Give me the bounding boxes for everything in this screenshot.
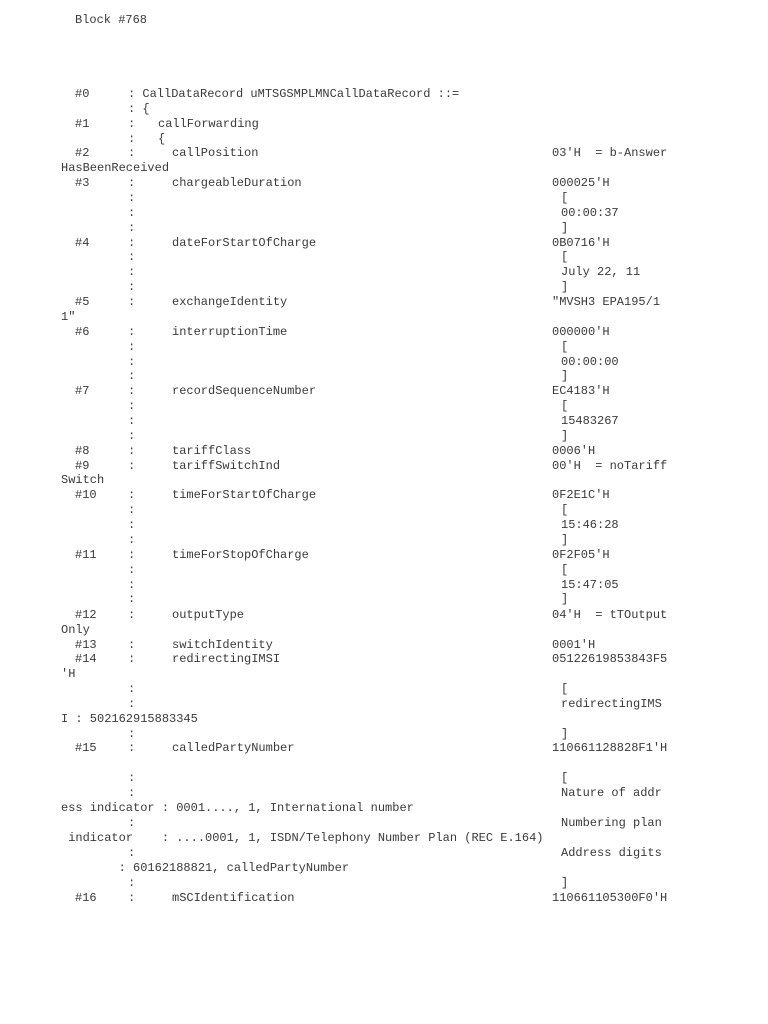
field-number: #2 [75,146,90,160]
field-separator: : [128,891,136,905]
field-number: #7 [75,384,90,398]
field-separator: : { [128,102,150,116]
field-number: #9 [75,459,90,473]
record-line [0,250,768,265]
field-value: ] [561,727,569,741]
field-name: outputType [172,608,245,622]
field-separator: : [128,206,136,220]
field-separator: : [128,191,136,205]
field-value: 000025'H [552,176,610,190]
record-line [0,518,768,533]
record-line [0,578,768,593]
field-separator: : [128,355,136,369]
field-separator: : [128,608,136,622]
field-name: timeForStartOfCharge [172,488,317,502]
record-line [0,429,768,444]
wrapped-continuation: ess indicator : 0001...., 1, International number [61,801,414,815]
record-line [0,548,768,563]
field-separator: : [128,132,136,146]
field-separator: : [128,459,136,473]
record-line [0,87,768,102]
field-separator: : [128,176,136,190]
record-line [0,697,768,712]
field-separator: : [128,488,136,502]
record-line [0,592,768,607]
field-separator: : [128,399,136,413]
record-line [0,727,768,742]
record-line [0,891,768,906]
field-value: ] [561,429,569,443]
field-value: [ [561,250,569,264]
record-line [0,682,768,697]
field-number: #8 [75,444,90,458]
field-value: Numbering plan [561,816,662,830]
field-separator: : [128,697,136,711]
field-separator: : [128,876,136,890]
field-separator: : [128,325,136,339]
record-line [0,623,768,638]
field-number: #5 [75,295,90,309]
field-value: [ [561,563,569,577]
field-name: exchangeIdentity [172,295,288,309]
record-line [0,132,768,147]
field-value: Nature of addr [561,786,662,800]
field-value: 00:00:37 [561,206,619,220]
field-number: #6 [75,325,90,339]
record-line [0,831,768,846]
record-line [0,146,768,161]
field-separator: : [128,340,136,354]
field-separator: : [128,414,136,428]
field-number: #4 [75,236,90,250]
field-separator: : [128,638,136,652]
field-value: 0B0716'H [552,236,610,250]
field-separator: : [128,295,136,309]
field-name: dateForStartOfCharge [172,236,317,250]
field-value: 000000'H [552,325,610,339]
field-separator: : [128,250,136,264]
record-line [0,638,768,653]
record-line [0,444,768,459]
record-line [0,161,768,176]
record-line [0,191,768,206]
wrapped-continuation: Only [61,623,90,637]
record-line [0,876,768,891]
field-separator: : [128,429,136,443]
field-value: 15483267 [561,414,619,428]
field-separator: : [128,592,136,606]
field-number: #11 [75,548,97,562]
record-line [0,355,768,370]
record-line [0,608,768,623]
field-value: 0001'H [552,638,596,652]
field-separator: : [128,280,136,294]
wrapped-continuation: : 60162188821, calledPartyNumber [61,861,350,875]
record-line [0,846,768,861]
field-separator: : [128,652,136,666]
field-name: calledPartyNumber [172,741,295,755]
field-value: ] [561,221,569,235]
field-name: recordSequenceNumber [172,384,317,398]
field-value: 0F2F05'H [552,548,610,562]
field-value: 00'H = noTariff [552,459,668,473]
field-separator: : [128,384,136,398]
field-number: #16 [75,891,97,905]
field-separator: : [128,846,136,860]
field-number: #0 [75,87,90,101]
field-number: #13 [75,638,97,652]
block-title: Block #768 [75,13,148,27]
field-separator: : [128,117,136,131]
record-line [0,206,768,221]
field-value: [ [561,191,569,205]
field-value: ] [561,592,569,606]
field-name: timeForStopOfCharge [172,548,309,562]
field-name: redirectingIMSI [172,652,281,666]
field-value: 110661105300F0'H [552,891,668,905]
field-name: tariffSwitchInd [172,459,281,473]
field-separator: : [128,518,136,532]
wrapped-continuation: 1" [61,310,76,324]
wrapped-continuation: indicator : ....0001, 1, ISDN/Telephony Number Plan (REC E.164) [61,831,544,845]
record-line [0,325,768,340]
field-name: { [158,132,166,146]
field-separator: : [128,816,136,830]
record-line [0,712,768,727]
field-value: 110661128828F1'H [552,741,668,755]
field-value: ] [561,876,569,890]
field-separator: : [128,548,136,562]
record-line [0,295,768,310]
field-separator: : [128,682,136,696]
record-line [0,786,768,801]
field-value: Address digits [561,846,662,860]
record-line [0,861,768,876]
field-value: 00:00:00 [561,355,619,369]
field-separator: : [128,503,136,517]
record-line [0,369,768,384]
field-name: chargeableDuration [172,176,302,190]
record-line [0,310,768,325]
field-separator: : [128,727,136,741]
record-line [0,473,768,488]
field-value: "MVSH3 EPA195/1 [552,295,661,309]
field-value: 04'H = tTOutput [552,608,668,622]
field-value: EC4183'H [552,384,610,398]
field-value: [ [561,503,569,517]
record-line [0,399,768,414]
field-number: #3 [75,176,90,190]
record-line [0,414,768,429]
field-separator: : [128,533,136,547]
record-line [0,741,768,756]
field-value: July 22, 11 [561,265,641,279]
field-separator: : CallDataRecord uMTSGSMPLMNCallDataRecord ::= [128,87,460,101]
record-line [0,563,768,578]
field-separator: : [128,236,136,250]
record-line [0,280,768,295]
field-separator: : [128,771,136,785]
field-name: interruptionTime [172,325,288,339]
field-name: switchIdentity [172,638,273,652]
field-value: [ [561,771,569,785]
field-value: 15:47:05 [561,578,619,592]
field-number: #14 [75,652,97,666]
wrapped-continuation: Switch [61,473,105,487]
record-line [0,176,768,191]
field-value: 05122619853843F5 [552,652,668,666]
field-value: 03'H = b-Answer [552,146,668,160]
field-value: ] [561,369,569,383]
wrapped-continuation: 'H [61,667,76,681]
field-name: mSCIdentification [172,891,295,905]
field-name: callForwarding [158,117,259,131]
field-value: redirectingIMS [561,697,662,711]
record-line [0,340,768,355]
record-line [0,384,768,399]
record-line [0,652,768,667]
field-value: 15:46:28 [561,518,619,532]
field-value: 0006'H [552,444,596,458]
field-separator: : [128,786,136,800]
field-value: [ [561,340,569,354]
record-line [0,488,768,503]
record-line [0,221,768,236]
record-line [0,816,768,831]
field-number: #10 [75,488,97,502]
record-line [0,102,768,117]
field-separator: : [128,146,136,160]
wrapped-continuation: HasBeenReceived [61,161,170,175]
record-line [0,771,768,786]
field-separator: : [128,444,136,458]
field-value: ] [561,533,569,547]
record-line [0,533,768,548]
field-separator: : [128,563,136,577]
field-number: #15 [75,741,97,755]
record-line [0,265,768,280]
field-number: #1 [75,117,90,131]
field-value: [ [561,682,569,696]
field-value: [ [561,399,569,413]
wrapped-continuation: I : 502162915883345 [61,712,198,726]
field-value: 0F2E1C'H [552,488,610,502]
record-line [0,667,768,682]
record-line [0,117,768,132]
field-separator: : [128,265,136,279]
record-line [0,801,768,816]
field-separator: : [128,369,136,383]
field-separator: : [128,741,136,755]
field-separator: : [128,221,136,235]
record-line [0,459,768,474]
field-name: tariffClass [172,444,252,458]
field-name: callPosition [172,146,259,160]
field-separator: : [128,578,136,592]
record-line [0,236,768,251]
record-line [0,503,768,518]
field-number: #12 [75,608,97,622]
field-value: ] [561,280,569,294]
